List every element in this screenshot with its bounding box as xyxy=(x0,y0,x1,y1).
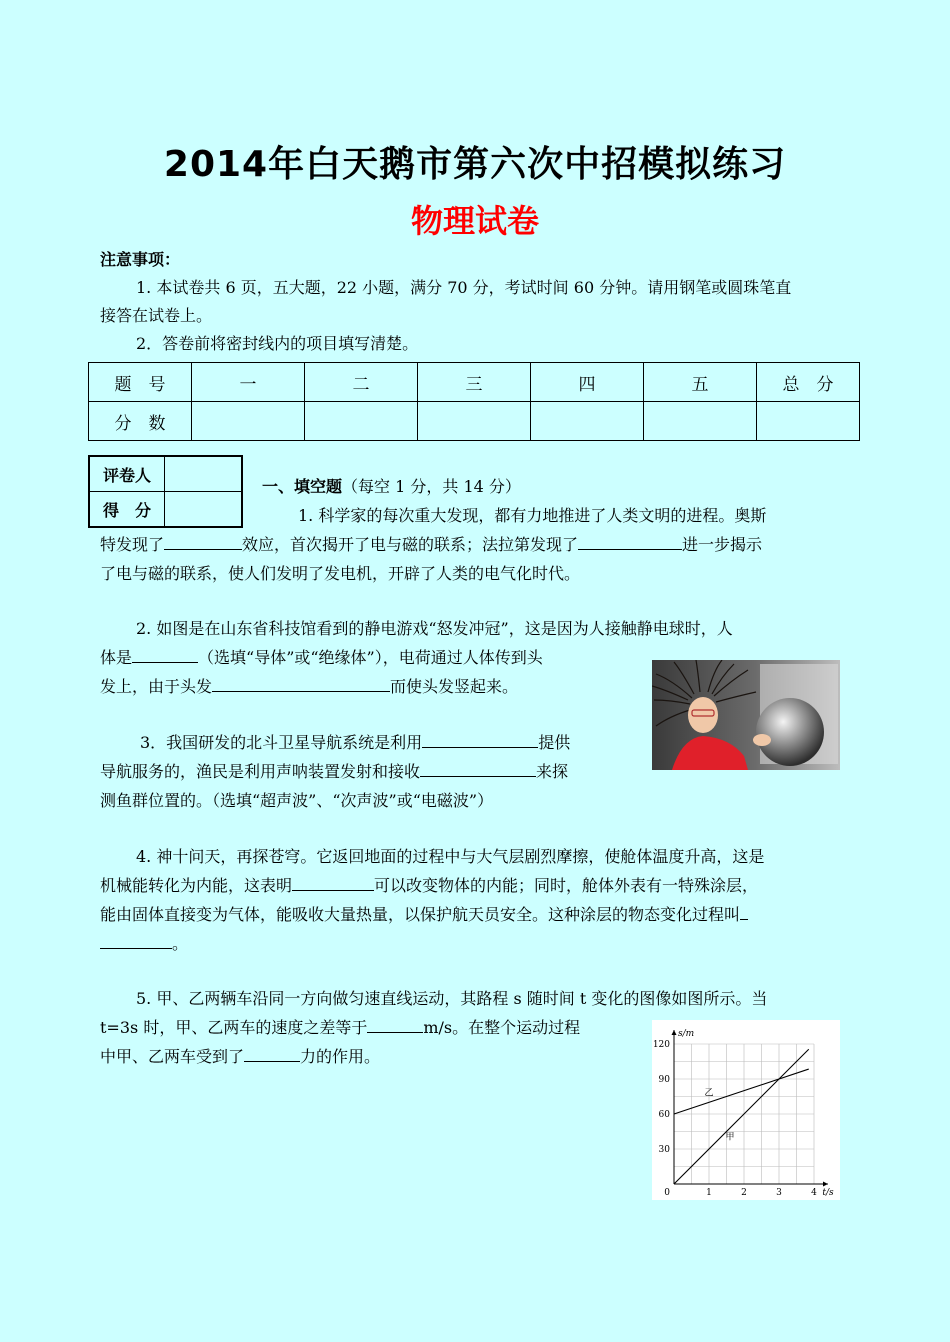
q1-blank-2[interactable] xyxy=(578,531,682,550)
q4-blank-2b[interactable] xyxy=(100,930,172,949)
q2-blank-2[interactable] xyxy=(212,673,390,692)
y-tick-label: 30 xyxy=(658,1145,670,1155)
exam-subtitle: 物理试卷 xyxy=(410,202,539,240)
q5-text: 力的作用。 xyxy=(300,1047,381,1066)
series-label: 甲 xyxy=(725,1132,735,1143)
score-header-cell: 总 分 xyxy=(757,363,860,402)
q2-text: 发上，由于头发 xyxy=(100,677,213,696)
q3-text: 导航服务的，渔民是利用声呐装置发射和接收 xyxy=(100,762,421,781)
section1-note: （每空 1 分，共 14 分） xyxy=(342,477,521,496)
score-header-cell: 一 xyxy=(192,363,305,402)
q2-text: （选填“导体”或“绝缘体”），电荷通过人体传到头 xyxy=(198,648,543,667)
exam-title: 2014年白天鹅市第六次中招模拟练习 xyxy=(163,144,787,185)
q3-line1 xyxy=(140,729,570,757)
score-header-cell: 四 xyxy=(531,363,644,402)
series-line xyxy=(674,1049,809,1184)
score-table-score-row xyxy=(89,402,860,441)
q1-blank-1[interactable] xyxy=(164,531,242,550)
y-tick-label: 120 xyxy=(652,1040,670,1050)
score-input-cell[interactable] xyxy=(531,402,644,441)
score-input-cell[interactable] xyxy=(305,402,418,441)
q3-blank-2[interactable] xyxy=(420,758,536,777)
q4-text: 。 xyxy=(172,934,189,953)
x-axis-arrow xyxy=(823,1182,828,1187)
y-axis-label: s/m xyxy=(678,1029,695,1039)
q1-text: 进一步揭示 xyxy=(682,535,763,554)
q1-text: 特发现了 xyxy=(100,535,165,554)
score-header-cell: 三 xyxy=(418,363,531,402)
score-row-label: 分 数 xyxy=(89,402,192,441)
notes-item1-line2: 接答在试卷上。 xyxy=(100,306,213,325)
q5-text: t=3s 时，甲、乙两车的速度之差等于 xyxy=(100,1018,368,1037)
q2-text: 而使头发竖起来。 xyxy=(390,677,519,696)
q5-blank-2[interactable] xyxy=(244,1043,300,1062)
q1-text: 效应，首次揭开了电与磁的联系；法拉第发现了 xyxy=(242,535,579,554)
x-tick-label: 2 xyxy=(741,1188,747,1198)
q2-text: 体是 xyxy=(100,648,133,667)
q4-blank-1[interactable] xyxy=(292,872,374,891)
grader-score-label: 得 分 xyxy=(89,492,165,528)
q3-text: 提供 xyxy=(538,733,571,752)
x-tick-label: 1 xyxy=(706,1188,712,1198)
static-electricity-photo xyxy=(652,660,840,770)
score-input-cell[interactable] xyxy=(192,402,305,441)
y-tick-label: 60 xyxy=(658,1110,670,1120)
q4-line1: 4. 神十问天，再探苍穹。它返回地面的过程中与大气层剧烈摩擦，使舱体温度升高，这是 xyxy=(136,847,765,866)
notes-item1-line1: 1. 本试卷共 6 页，五大题，22 小题，满分 70 分，考试时间 60 分钟。请用钢笔或圆珠笔直 xyxy=(136,278,792,297)
notes-heading: 注意事项： xyxy=(100,250,181,269)
score-header-cell: 五 xyxy=(644,363,757,402)
q5-line2 xyxy=(100,1014,580,1042)
score-input-cell[interactable] xyxy=(418,402,531,441)
series-line xyxy=(674,1069,809,1114)
q3-line2 xyxy=(100,758,568,786)
q2-line2 xyxy=(100,644,543,672)
grader-box xyxy=(88,455,243,528)
y-tick-label: 90 xyxy=(658,1075,670,1085)
q2-blank-1[interactable] xyxy=(132,644,198,663)
q5-line1: 5. 甲、乙两辆车沿同一方向做匀速直线运动，其路程 s 随时间 t 变化的图像如图所示。当 xyxy=(136,989,768,1008)
q4-text: 能由固体直接变为气体，能吸收大量热量，以保护航天员安全。这种涂层的物态变化过程叫 xyxy=(100,905,741,924)
section1-header xyxy=(262,473,521,501)
score-header-cell: 二 xyxy=(305,363,418,402)
score-header-cell: 题 号 xyxy=(89,363,192,402)
q5-text: m/s。在整个运动过程 xyxy=(423,1018,581,1037)
q4-text: 机械能转化为内能，这表明 xyxy=(100,876,293,895)
q3-text: 3．我国研发的北斗卫星导航系统是利用 xyxy=(140,733,423,752)
grader-score-input[interactable] xyxy=(165,492,243,528)
q3-text: 来探 xyxy=(536,762,569,781)
q4-blank-2a[interactable] xyxy=(740,901,748,920)
q5-line3 xyxy=(100,1043,380,1071)
score-input-cell[interactable] xyxy=(757,402,860,441)
q4-line3 xyxy=(100,901,748,929)
grader-reviewer-label: 评卷人 xyxy=(89,456,165,492)
q3-blank-1[interactable] xyxy=(422,729,538,748)
series-label: 乙 xyxy=(704,1088,714,1099)
q1-line1: 1. 科学家的每次重大发现，都有力地推进了人类文明的进程。奥斯 xyxy=(298,506,767,525)
q2-line3 xyxy=(100,673,518,701)
q5-text: 中甲、乙两车受到了 xyxy=(100,1047,245,1066)
score-table xyxy=(88,362,860,441)
section1-heading: 一、填空题 xyxy=(262,477,343,496)
q3-line3: 测鱼群位置的。（选填“超声波”、“次声波”或“电磁波”） xyxy=(100,791,494,810)
origin-label: 0 xyxy=(664,1188,670,1198)
q1-line3: 了电与磁的联系，使人们发明了发电机，开辟了人类的电气化时代。 xyxy=(100,564,581,583)
x-tick-label: 3 xyxy=(776,1188,782,1198)
q2-line1: 2. 如图是在山东省科技馆看到的静电游戏“怒发冲冠”，这是因为人接触静电球时，人 xyxy=(136,619,733,638)
score-input-cell[interactable] xyxy=(644,402,757,441)
s-t-graph xyxy=(652,1020,840,1200)
x-tick-label: 4 xyxy=(811,1188,817,1198)
score-table-header-row xyxy=(89,363,860,402)
q4-line4 xyxy=(100,930,188,958)
q1-line2 xyxy=(100,531,762,559)
q4-text: 可以改变物体的内能；同时，舱体外表有一特殊涂层， xyxy=(374,876,759,895)
notes-item2: 2．答卷前将密封线内的项目填写清楚。 xyxy=(136,334,419,353)
y-axis-arrow xyxy=(672,1030,677,1035)
q5-blank-1[interactable] xyxy=(367,1014,423,1033)
q4-line2 xyxy=(100,872,758,900)
grader-reviewer-input[interactable] xyxy=(165,456,243,492)
x-axis-label: t/s xyxy=(822,1188,834,1198)
